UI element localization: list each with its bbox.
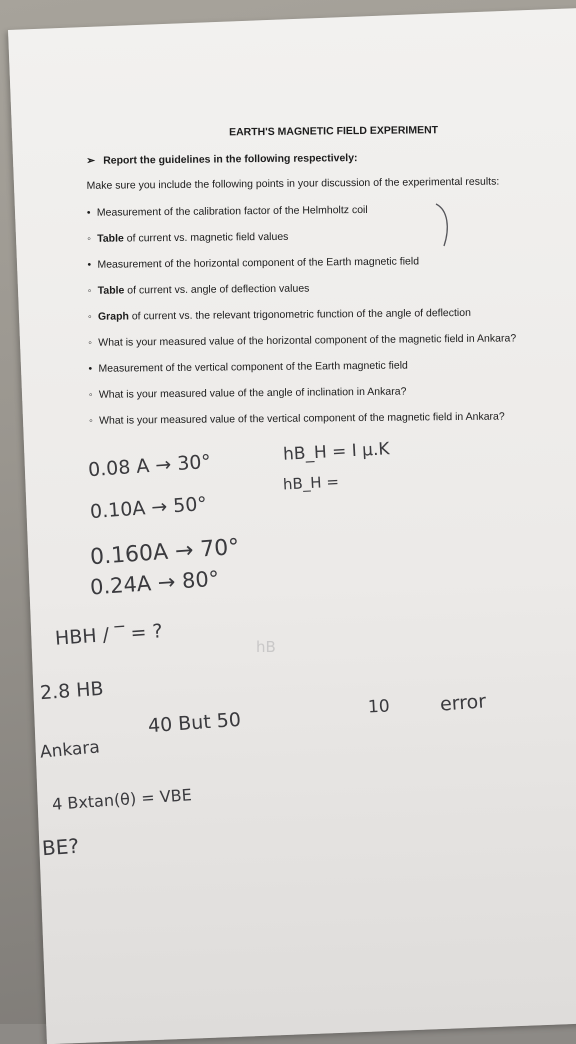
bullet-marker: • — [86, 206, 91, 219]
list-item: ◦ Table of current vs. magnetic field values — [87, 230, 289, 245]
bullet-marker: ◦ — [87, 232, 91, 245]
bullet-marker: ◦ — [87, 284, 92, 297]
handwritten-error: error — [439, 690, 487, 716]
list-item: ◦ What is your measured value of the vertical component of the magnetic field in Ankara? — [89, 410, 505, 427]
bullet-marker: ◦ — [89, 414, 93, 427]
list-item: ◦ Table of current vs. angle of deflection values — [87, 282, 310, 297]
bullet-marker: • — [87, 258, 92, 271]
intro-text: Make sure you include the following points in your discussion of the experimental results: — [86, 175, 500, 192]
handwritten-faint-hb: hB — [256, 638, 276, 656]
handwritten-row-3: 0.160A → 70° — [89, 534, 241, 571]
handwritten-40-but-50: 40 But 50 — [147, 708, 242, 738]
document-title: EARTH'S MAGNETIC FIELD EXPERIMENT — [228, 124, 439, 139]
list-item: • Measurement of the horizontal component of the Earth magnetic field — [87, 255, 420, 271]
handwritten-row-2: 0.10A → 50° — [89, 492, 208, 524]
list-item: • Measurement of the calibration factor of the Helmholtz coil — [86, 203, 368, 219]
handwritten-formula-2: hB_H = — [282, 472, 340, 494]
guideline-text: Report the guidelines in the following respectively: — [103, 152, 358, 167]
list-item: ◦ What is your measured value of the angle of inclination in Ankara? — [88, 385, 407, 401]
handwritten-formula-1: hB_H = I μ.K — [282, 439, 391, 465]
handwritten-tan-equation: 4 Bxtan(θ) = VBE — [51, 785, 193, 814]
list-item: • Measurement of the vertical component of the Earth magnetic field — [88, 359, 408, 375]
handwritten-hbh-question: HBH / ‾ = ? — [54, 620, 164, 650]
handwritten-ankara: Ankara — [39, 737, 101, 763]
handwritten-row-4: 0.24A → 80° — [89, 566, 220, 600]
bullet-marker: ◦ — [88, 336, 93, 349]
handwritten-hb: 2.8 HB — [39, 677, 105, 705]
handwritten-be-question: BE? — [41, 833, 80, 861]
bullet-marker: ◦ — [88, 388, 93, 401]
list-item: ◦ What is your measured value of the horizontal component of the magnetic field in Ankara? — [88, 332, 517, 349]
bullet-marker: • — [88, 362, 93, 375]
list-item: ◦ Graph of current vs. the relevant trigonometric function of the angle of deflection — [87, 306, 471, 323]
arrow-bullet-icon: ➢ — [86, 154, 96, 167]
bullet-marker: ◦ — [87, 310, 92, 323]
handwritten-row-1: 0.08 A → 30° — [87, 450, 212, 482]
handwritten-10: 10 — [367, 696, 391, 718]
